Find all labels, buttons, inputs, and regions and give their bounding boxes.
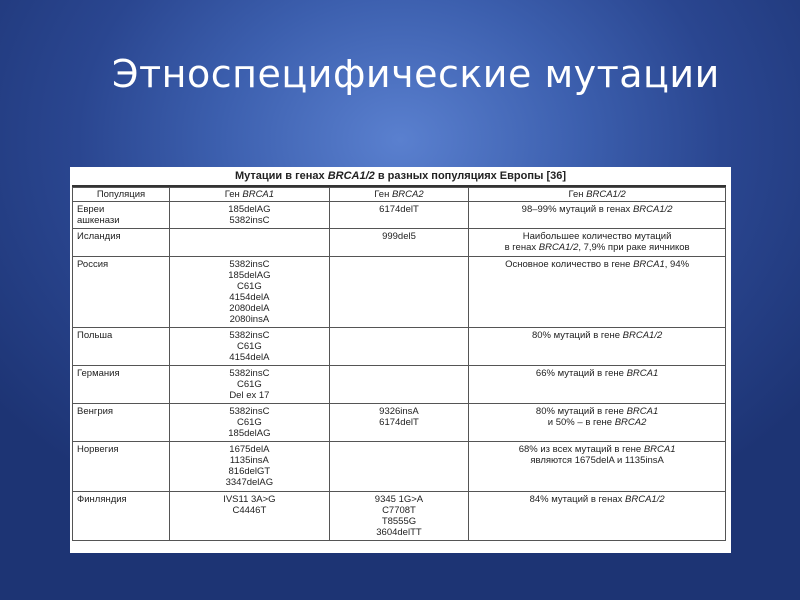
cell-population [73, 442, 170, 492]
mutation-line: C61G [236, 417, 262, 428]
note-line [505, 259, 689, 270]
note-text: 98–99% мутаций в генах [521, 204, 633, 215]
table-row [73, 202, 726, 229]
table-caption [70, 167, 731, 187]
mutation-line: 1675delA [229, 444, 270, 455]
cell-population [73, 492, 170, 541]
note-line [536, 406, 658, 417]
population-line: Исландия [77, 231, 121, 242]
mutation-line: 999del5 [382, 231, 416, 242]
table-row [73, 328, 726, 366]
mutation-line: 185delAG [228, 204, 271, 215]
mutation-line: C61G [236, 341, 262, 352]
mutation-line: 5382insC [229, 259, 270, 270]
mutation-line: 4154delA [229, 292, 270, 303]
cell-brca1 [170, 366, 330, 404]
cell-brca2 [329, 366, 468, 404]
note-text: 80% мутаций в гене [531, 330, 623, 341]
mutation-line: 3347delAG [225, 477, 274, 488]
mutation-line: 3604delTT [376, 527, 422, 538]
note-gene: BRCA2 [614, 417, 647, 428]
cell-note [469, 328, 726, 366]
mutation-line: 6174delT [379, 417, 419, 428]
note-gene: BRCA1 [626, 368, 659, 379]
note-gene: BRCA1 [643, 444, 676, 455]
table-row [73, 442, 726, 492]
cell-population [73, 404, 170, 442]
cell-population [73, 202, 170, 229]
note-text: Основное количество в гене [505, 259, 634, 270]
population-line: Германия [77, 368, 120, 379]
note-text: , 7,9% при раке яичников [578, 242, 690, 253]
cell-note [469, 229, 726, 257]
mutation-line: 5382insC [229, 215, 270, 226]
mutation-line: IVS11 3A>G [223, 494, 276, 505]
note-text: являются 1675delA и 1135insA [530, 455, 664, 466]
note-line [519, 444, 676, 455]
note-text: 84% мутаций в генах [529, 494, 626, 505]
cell-brca1 [170, 492, 330, 541]
cell-brca2 [329, 328, 468, 366]
population-line: Россия [77, 259, 109, 270]
table-header-row [73, 188, 726, 202]
cell-brca1 [170, 229, 330, 257]
cell-note [469, 257, 726, 328]
note-line [505, 242, 690, 253]
note-text: 66% мутаций в гене [535, 368, 627, 379]
mutations-table [72, 187, 726, 541]
note-text: 68% из всех мутаций в гене [518, 444, 644, 455]
header-brca1: Ген BRCA1 [170, 188, 330, 202]
note-gene: BRCA1 [626, 406, 659, 417]
mutation-line: 5382insC [229, 330, 270, 341]
mutation-line: 9326insA [379, 406, 419, 417]
cell-brca1 [170, 442, 330, 492]
mutation-line: T8555G [381, 516, 417, 527]
note-text: 80% мутаций в гене [535, 406, 627, 417]
note-line [548, 417, 647, 428]
cell-population [73, 328, 170, 366]
population-line: ашкенази [77, 215, 120, 226]
cell-population [73, 366, 170, 404]
mutation-line: 5382insC [229, 406, 270, 417]
note-gene: BRCA1/2 [622, 330, 663, 341]
mutation-line: Del ex 17 [229, 390, 270, 401]
cell-brca1 [170, 257, 330, 328]
mutation-line: 2080delA [229, 303, 270, 314]
note-line [532, 330, 662, 341]
cell-brca2 [329, 404, 468, 442]
note-gene: BRCA1/2 [538, 242, 579, 253]
note-line [522, 204, 673, 215]
cell-note [469, 404, 726, 442]
table-row [73, 492, 726, 541]
mutation-line: 4154delA [229, 352, 270, 363]
cell-population [73, 257, 170, 328]
cell-brca2 [329, 202, 468, 229]
cell-brca2 [329, 229, 468, 257]
cell-population [73, 229, 170, 257]
mutation-line: 185delAG [228, 270, 271, 281]
cell-note [469, 366, 726, 404]
population-line: Норвегия [77, 444, 119, 455]
caption-prefix: Мутации в генах [234, 170, 328, 182]
cell-brca1 [170, 404, 330, 442]
cell-brca2 [329, 492, 468, 541]
header-population: Популяция [73, 188, 170, 202]
table-row [73, 366, 726, 404]
cell-brca2 [329, 257, 468, 328]
cell-note [469, 202, 726, 229]
table-row [73, 404, 726, 442]
caption-suffix: в разных популяциях Европы [36] [374, 170, 567, 182]
population-line: Польша [77, 330, 113, 341]
cell-note [469, 492, 726, 541]
population-line: Венгрия [77, 406, 114, 417]
table-panel [70, 167, 731, 553]
note-gene: BRCA1 [633, 259, 665, 270]
mutation-line: 2080insA [229, 314, 270, 325]
mutation-line: C61G [236, 281, 262, 292]
header-brca2: Ген BRCA2 [329, 188, 468, 202]
mutation-line: 185delAG [228, 428, 271, 439]
mutation-line: C7708T [382, 505, 416, 516]
cell-brca1 [170, 202, 330, 229]
note-line [536, 368, 658, 379]
note-text: и 50% – в гене [547, 417, 615, 428]
table-row [73, 257, 726, 328]
note-text: Наибольшее количество мутаций [522, 231, 672, 242]
slide-title: Этноспецифические мутации [112, 52, 720, 96]
mutation-line: 9345 1G>A [374, 494, 424, 505]
population-line: Финляндия [77, 494, 127, 505]
note-text: , 94% [664, 259, 690, 270]
cell-brca1 [170, 328, 330, 366]
cell-brca2 [329, 442, 468, 492]
mutation-line: 5382insC [229, 368, 270, 379]
note-line [530, 494, 665, 505]
mutation-line: 6174delT [379, 204, 419, 215]
mutation-line: 816delGT [228, 466, 271, 477]
mutation-line: 1135insA [229, 455, 269, 466]
note-gene: BRCA1/2 [632, 204, 673, 215]
table-row [73, 229, 726, 257]
header-brca12: Ген BRCA1/2 [469, 188, 726, 202]
note-line [530, 455, 663, 466]
mutation-line: C4446T [232, 505, 267, 516]
note-line [523, 231, 672, 242]
note-gene: BRCA1/2 [625, 494, 665, 505]
mutation-line: C61G [236, 379, 262, 390]
note-text: в генах [504, 242, 539, 253]
cell-note [469, 442, 726, 492]
population-line: Евреи [77, 204, 105, 215]
caption-gene: BRCA1/2 [327, 170, 375, 182]
